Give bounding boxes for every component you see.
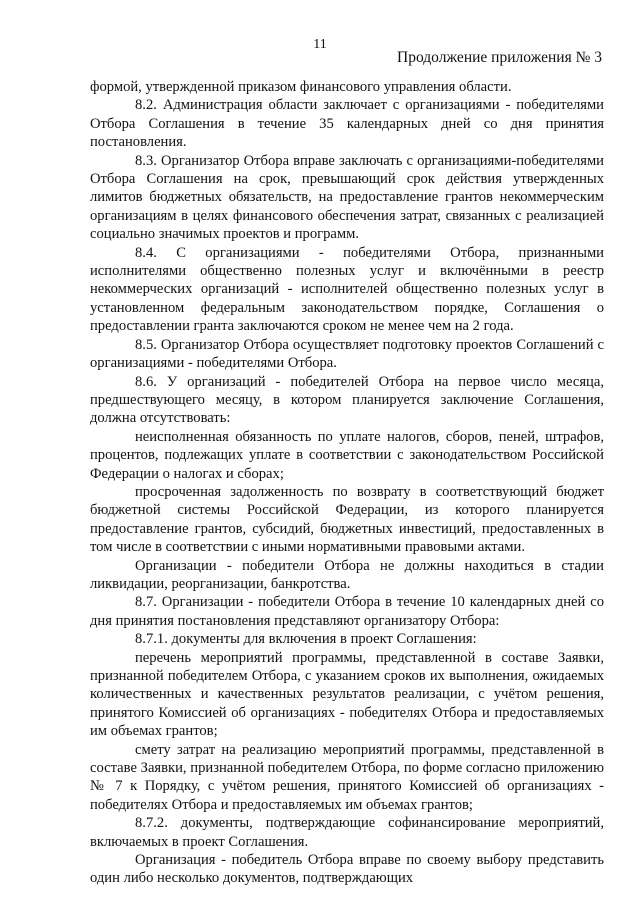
- paragraph-8-7: 8.7. Организации - победители Отбора в течение 10 календарных дней со дня принятия постановления представляют организатору Отбора:: [90, 594, 604, 629]
- paragraph-event-list: перечень мероприятий программы, представленной в составе Заявки, признанной победителем Отбора, с указанием сроков их выполнения, ожидаемых количественных и качественных результатов реализации, с учётом решения, принятого Комиссией об организациях - победителях Отбора и предоставляемых им объемах грантов;: [90, 649, 604, 740]
- paragraph-form-approved: формой, утвержденной приказом финансового управления области.: [90, 79, 512, 95]
- document-body: [90, 78, 604, 888]
- paragraph-8-7-1: 8.7.1. документы для включения в проект Соглашения:: [135, 631, 477, 648]
- paragraph-cost-estimate: смету затрат на реализацию мероприятий программы, представленной в составе Заявки, признанной победителем Отбора, по форме согласно приложению № 7 к Порядку, с учётом решения, принятого Комиссией об организациях - победителях Отбора и предоставляемых им объемах грантов;: [90, 741, 604, 813]
- paragraph-winner-documents: Организация - победитель Отбора вправе по своему выбору представить один либо несколько документов, подтверждающих: [90, 852, 604, 887]
- appendix-continuation-header: Продолжение приложения № 3: [397, 49, 602, 66]
- paragraph-8-5: 8.5. Организатор Отбора осуществляет подготовку проектов Соглашений с организациями - победителями Отбора.: [90, 336, 604, 372]
- paragraph-8-2: 8.2. Администрация области заключает с организациями - победителями Отбора Соглашения в течение 35 календарных дней со дня принятия постановления.: [90, 97, 604, 151]
- paragraph-8-3: 8.3. Организатор Отбора вправе заключать с организациями-победителями Отбора Соглашения на срок, превышающий срок действия утвержденных лимитов бюджетных обязательств, на предоставление грантов некоммерческим организациям в целях финансового обеспечения затрат, связанных с реализацией социально значимых проектов и программ.: [90, 152, 604, 243]
- paragraph-no-liquidation: Организации - победители Отбора не должны находиться в стадии ликвидации, реорганизации, банкротства.: [90, 557, 604, 592]
- paragraph-8-6: 8.6. У организаций - победителей Отбора на первое число месяца, предшествующего месяцу, в котором планируется заключение Соглашения, должна отсутствовать:: [90, 373, 604, 427]
- page-number: 11: [313, 37, 327, 52]
- paragraph-overdue-debt: просроченная задолженность по возврату в соответствующий бюджет бюджетной системы Российской Федерации, из которого планируется предоставление грантов, субсидий, бюджетных инвестиций, предоставленных в том числе в соответствии с иными нормативными правовыми актами.: [90, 483, 604, 556]
- paragraph-8-7-2: 8.7.2. документы, подтверждающие софинансирование мероприятий, включаемых в проект Соглашения.: [90, 815, 604, 850]
- paragraph-tax-obligation: неисполненная обязанность по уплате налогов, сборов, пеней, штрафов, процентов, подлежащих уплате в соответствии с законодательством Российской Федерации о налогах и сборах;: [90, 428, 604, 482]
- paragraph-8-4: 8.4. С организациями - победителями Отбора, признанными исполнителями общественно полезных услуг и включёнными в реестр некоммерческих организаций - исполнителей общественно полезных услуг в установленном федеральным законодательством порядке, Соглашения о предоставлении гранта заключаются сроком не менее чем на 2 года.: [90, 244, 604, 335]
